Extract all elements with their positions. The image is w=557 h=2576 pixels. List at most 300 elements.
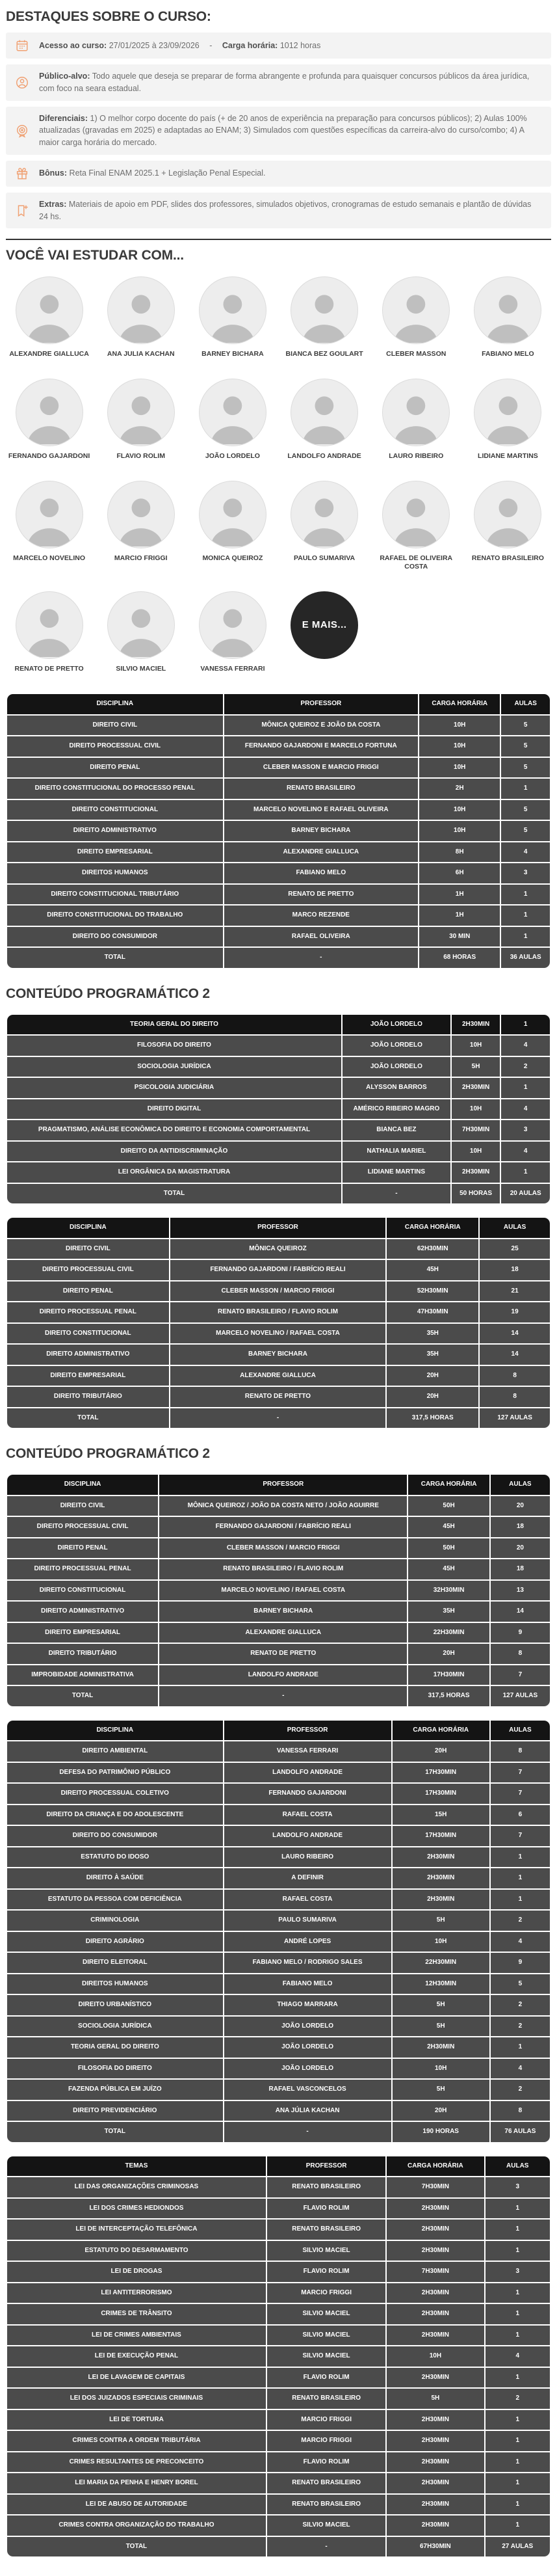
instructors-grid (6, 276, 551, 673)
table-cell: 1 (486, 2326, 551, 2346)
table-cell: RENATO BRASILEIRO / FLAVIO ROLIM (170, 1302, 386, 1322)
instructor-name: MARCIO FRIGGI (114, 554, 168, 562)
table-header-row (7, 1475, 550, 1495)
instructor-card (281, 379, 368, 461)
table-total-cell: TOTAL (7, 1408, 169, 1429)
table-row (7, 1324, 550, 1344)
table-cell: RENATO BRASILEIRO (267, 2389, 385, 2409)
table-row (7, 1974, 550, 1994)
table-cell: DIREITO URBANÍSTICO (7, 1995, 223, 2015)
instructor-card (189, 276, 276, 359)
table-row (7, 2326, 550, 2346)
instructors-title: VOCÊ VAI ESTUDAR COM... (6, 248, 184, 263)
table-cell: LEI MARIA DA PENHA E HENRY BOREL (7, 2473, 266, 2493)
table-total-cell: - (170, 1408, 386, 1429)
table-cell: 10H (393, 2059, 489, 2079)
table-cell: 10H (419, 800, 500, 820)
table-cell: FABIANO MELO (224, 863, 418, 883)
column-header: AULAS (491, 1475, 550, 1495)
table-cell: 5H (393, 2080, 489, 2100)
table-row (7, 1162, 550, 1183)
table-cell: 6H (419, 863, 500, 883)
table-cell: ALEXANDRE GIALLUCA (224, 842, 418, 863)
instructor-photo (474, 481, 541, 548)
instructor-photo (474, 379, 541, 446)
table-row (7, 1120, 550, 1140)
table-cell: 20H (387, 1366, 478, 1386)
instructor-name: JOÃO LORDELO (205, 451, 260, 460)
table-row (7, 1602, 550, 1622)
table-cell: CLEBER MASSON E MARCIO FRIGGI (224, 758, 418, 778)
table-row (7, 1099, 550, 1120)
table-cell: JOÃO LORDELO (343, 1015, 450, 1035)
column-header: PROFESSOR (224, 1721, 391, 1741)
table-cell: DIREITO ADMINISTRATIVO (7, 1345, 169, 1365)
table-cell: DIREITO CIVIL (7, 1239, 169, 1259)
table-row (7, 1911, 550, 1931)
table-total-cell: TOTAL (7, 1184, 341, 1204)
table-row (7, 2017, 550, 2037)
table-row (7, 1496, 550, 1516)
instructor-photo (16, 276, 83, 344)
table-cell: TEORIA GERAL DO DIREITO (7, 2037, 223, 2058)
instructor-name: CLEBER MASSON (386, 350, 447, 358)
table-cell: 1 (486, 2199, 551, 2219)
table-row (7, 842, 550, 863)
table-row (7, 1260, 550, 1280)
table-cell: RAFAEL OLIVEIRA (224, 927, 418, 947)
table-cell: ANA JÚLIA KACHAN (224, 2101, 391, 2121)
table-cell: DIREITO CONSTITUCIONAL DO PROCESSO PENAL (7, 779, 223, 799)
table-cell: 2H30MIN (452, 1162, 500, 1183)
table-cell: FERNANDO GAJARDONI / FABRÍCIO REALI (170, 1260, 386, 1280)
table-cell: PRAGMATISMO, ANÁLISE ECONÔMICA DO DIREITO E ECONOMIA COMPORTAMENTAL (7, 1120, 341, 1140)
table-cell: PAULO SUMARIVA (224, 1911, 391, 1931)
differentials-value: 1) O melhor corpo docente do país (+ de 20 anos de experiência na preparação para concursos públicos); 2) Aulas 100% atualizadas (gravadas em 2025) e adaptadas ao ENAM; 3) Simulados com questões específicas da carreira-alvo do curso/combo; 4) A maior carga horária do mercado. (39, 113, 527, 147)
table-cell: FLAVIO ROLIM (267, 2199, 385, 2219)
table-total-cell: 127 AULAS (480, 1408, 550, 1429)
table-cell: 10H (452, 1099, 500, 1120)
table-cell: DIREITO CIVIL (7, 716, 223, 736)
table-cell: 2H30MIN (387, 2241, 484, 2261)
table-cell: 2H30MIN (387, 2452, 484, 2473)
instructor-name: BARNEY BICHARA (201, 350, 264, 358)
table-cell: DIREITO DO CONSUMIDOR (7, 1826, 223, 1846)
table-row (7, 1784, 550, 1804)
table-row (7, 1239, 550, 1259)
syllabus-table (6, 1719, 551, 2143)
table-cell: 10H (452, 1142, 500, 1162)
table-row (7, 2037, 550, 2058)
table-cell: 9 (491, 1953, 550, 1973)
calendar-icon (15, 38, 29, 53)
table-total-cell: 317,5 HORAS (387, 1408, 478, 1429)
table-cell: 3 (501, 863, 550, 883)
column-header: CARGA HORÁRIA (387, 2156, 484, 2177)
table-cell: JOÃO LORDELO (343, 1057, 450, 1077)
table-total-cell: 67H30MIN (387, 2537, 484, 2557)
instructor-card (373, 379, 460, 461)
column-header: DISCIPLINA (7, 1475, 158, 1495)
table-cell: 1 (501, 906, 550, 926)
table-cell: DIREITO CONSTITUCIONAL (7, 1324, 169, 1344)
table-cell: AMÉRICO RIBEIRO MAGRO (343, 1099, 450, 1120)
table-cell: 22H30MIN (393, 1953, 489, 1973)
table-cell: SILVIO MACIEL (267, 2304, 385, 2324)
table-row (7, 1078, 550, 1098)
table-cell: 1 (486, 2410, 551, 2430)
table-cell: DIREITO EMPRESARIAL (7, 1623, 158, 1643)
instructor-photo (382, 481, 450, 548)
instructor-card (281, 481, 368, 572)
table-total-cell: 76 AULAS (491, 2122, 550, 2142)
table-cell: 10H (452, 1036, 500, 1056)
table-cell: A DEFINIR (224, 1868, 391, 1888)
table-cell: 10H (419, 758, 500, 778)
table-cell: 2H30MIN (387, 2368, 484, 2388)
table-cell: 1 (486, 2431, 551, 2451)
table-row (7, 779, 550, 799)
table-total-cell: 68 HORAS (419, 948, 500, 968)
syllabus-table-2 (6, 1013, 551, 1205)
table-total-cell: 20 AULAS (501, 1184, 550, 1204)
table-cell: CRIMES CONTRA A ORDEM TRIBUTÁRIA (7, 2431, 266, 2451)
table-row (7, 1741, 550, 1762)
table-cell: DIREITO EMPRESARIAL (7, 842, 223, 863)
table-cell: 8 (480, 1387, 550, 1407)
table-total-cell: - (224, 2122, 391, 2142)
table-total-cell: 27 AULAS (486, 2537, 551, 2557)
instructor-card (6, 591, 92, 674)
table-cell: 5H (393, 1911, 489, 1931)
table-cell: 18 (491, 1559, 550, 1579)
table-cell: SOCIOLOGIA JURÍDICA (7, 2017, 223, 2037)
table-cell: 5H (452, 1057, 500, 1077)
table-row (7, 1015, 550, 1035)
table-row (7, 2473, 550, 2493)
table-header-row (7, 2156, 550, 2177)
table-cell: DIREITO CIVIL (7, 1496, 158, 1516)
table-cell: FLAVIO ROLIM (267, 2262, 385, 2282)
table-cell: SILVIO MACIEL (267, 2326, 385, 2346)
table-cell: 7 (491, 1826, 550, 1846)
table-cell: FERNANDO GAJARDONI / FABRÍCIO REALI (159, 1517, 407, 1537)
table-cell: RENATO DE PRETTO (170, 1387, 386, 1407)
instructor-name: PAULO SUMARIVA (294, 554, 356, 562)
table-cell: RENATO BRASILEIRO (224, 779, 418, 799)
highlight-access-row (6, 33, 551, 59)
instructor-photo (199, 276, 266, 344)
table-row (7, 1763, 550, 1783)
table-cell: FILOSOFIA DO DIREITO (7, 2059, 223, 2079)
instructor-photo (199, 379, 266, 446)
table-cell: FABIANO MELO (224, 1974, 391, 1994)
table-cell: LEI DE INTERCEPTAÇÃO TELEFÔNICA (7, 2220, 266, 2240)
table-cell: 5 (501, 758, 550, 778)
more-instructors-badge: E MAIS... (291, 591, 358, 659)
table-cell: 5 (501, 800, 550, 820)
table-cell: 50H (408, 1538, 489, 1559)
table-cell: MÔNICA QUEIROZ E JOÃO DA COSTA (224, 716, 418, 736)
table-row (7, 2177, 550, 2197)
instructor-card (189, 481, 276, 572)
table-cell: 7 (491, 1784, 550, 1804)
table-total-row (7, 2537, 550, 2557)
table-cell: 3 (486, 2262, 551, 2282)
table-cell: 2H30MIN (387, 2495, 484, 2515)
table-cell: 20H (393, 1741, 489, 1762)
table-row (7, 863, 550, 883)
table-cell: 17H30MIN (408, 1665, 489, 1685)
table-cell: 7H30MIN (387, 2262, 484, 2282)
table-cell: ESTATUTO DO DESARMAMENTO (7, 2241, 266, 2261)
table-cell: 35H (408, 1602, 489, 1622)
table-cell: 19 (480, 1302, 550, 1322)
extras-value: Materiais de apoio em PDF, slides dos professores, simulados objetivos, cronogramas de estudo semanais e plantão de dúvidas 24 hs. (39, 199, 532, 221)
table-cell: ALEXANDRE GIALLUCA (159, 1623, 407, 1643)
table-cell: 21 (480, 1281, 550, 1302)
table-cell: RENATO BRASILEIRO (267, 2177, 385, 2197)
table-cell: ANDRÉ LOPES (224, 1932, 391, 1952)
table-cell: 2H30MIN (387, 2220, 484, 2240)
table-row (7, 2220, 550, 2240)
table-cell: 32H30MIN (408, 1581, 489, 1601)
table-row (7, 1281, 550, 1302)
table-cell: 1 (491, 1890, 550, 1910)
table-cell: DEFESA DO PATRIMÔNIO PÚBLICO (7, 1763, 223, 1783)
table-cell: CRIMES DE TRÂNSITO (7, 2304, 266, 2324)
table-row (7, 2199, 550, 2219)
table-total-cell: TOTAL (7, 2537, 266, 2557)
table-row (7, 1953, 550, 1973)
table-cell: 8 (480, 1366, 550, 1386)
table-cell: DIREITO CONSTITUCIONAL TRIBUTÁRIO (7, 885, 223, 905)
instructor-photo (16, 379, 83, 446)
table-cell: 1 (486, 2473, 551, 2493)
instructor-photo (16, 591, 83, 659)
table-cell: 1 (501, 927, 550, 947)
table-row (7, 2262, 550, 2282)
access-label: Acesso ao curso: (39, 40, 107, 50)
table-cell: 25 (480, 1239, 550, 1259)
table-cell: RENATO BRASILEIRO (267, 2220, 385, 2240)
instructor-photo (382, 379, 450, 446)
table-row (7, 1847, 550, 1868)
table-cell: 5 (501, 821, 550, 841)
table-cell: 17H30MIN (393, 1826, 489, 1846)
instructor-name: FERNANDO GAJARDONI (8, 451, 90, 460)
access-separator: - (209, 40, 213, 50)
table-cell: ALYSSON BARROS (343, 1078, 450, 1098)
table-row (7, 1559, 550, 1579)
column-header: AULAS (486, 2156, 551, 2177)
table-row (7, 2283, 550, 2303)
table-cell: MARCELO NOVELINO E RAFAEL OLIVEIRA (224, 800, 418, 820)
syllabus-table-5 (6, 1719, 551, 2143)
table-cell: JOÃO LORDELO (224, 2059, 391, 2079)
table-cell: LEI DE TORTURA (7, 2410, 266, 2430)
table-cell: 52H30MIN (387, 1281, 478, 1302)
table-cell: RENATO BRASILEIRO (267, 2495, 385, 2515)
table-cell: 10H (387, 2346, 484, 2367)
instructor-card (281, 276, 368, 359)
table-row (7, 1932, 550, 1952)
column-header: PROFESSOR (159, 1475, 407, 1495)
table-row (7, 1805, 550, 1825)
table-total-cell: TOTAL (7, 2122, 223, 2142)
table-cell: 1 (486, 2220, 551, 2240)
instructor-card (465, 379, 551, 461)
table-cell: 2H30MIN (387, 2473, 484, 2493)
table-row (7, 2346, 550, 2367)
table-cell: 20 (491, 1496, 550, 1516)
bonus-label: Bônus: (39, 168, 68, 178)
table-row (7, 1995, 550, 2015)
table-cell: SILVIO MACIEL (267, 2346, 385, 2367)
column-header: PROFESSOR (267, 2156, 385, 2177)
table-cell: 1 (501, 779, 550, 799)
table-total-cell: - (224, 948, 418, 968)
table-row (7, 2368, 550, 2388)
instructor-card (97, 591, 184, 674)
table-cell: 4 (491, 1932, 550, 1952)
table-cell: 35H (387, 1345, 478, 1365)
instructor-photo (474, 276, 541, 344)
table-cell: 1 (486, 2452, 551, 2473)
table-cell: DIREITO TRIBUTÁRIO (7, 1387, 169, 1407)
table-cell: DIREITO DIGITAL (7, 1099, 341, 1120)
table-row (7, 1036, 550, 1056)
table-cell: 45H (387, 1260, 478, 1280)
table-cell: 17H30MIN (393, 1784, 489, 1804)
instructor-card (189, 379, 276, 461)
target-icon (15, 124, 29, 138)
table-cell: 8 (491, 1644, 550, 1664)
table-cell: DIREITO ADMINISTRATIVO (7, 1602, 158, 1622)
table-cell: 2H30MIN (387, 2516, 484, 2536)
table-cell: SILVIO MACIEL (267, 2241, 385, 2261)
table-row (7, 2389, 550, 2409)
instructor-name: MONICA QUEIROZ (202, 554, 263, 562)
instructor-name: RAFAEL DE OLIVEIRA COSTA (380, 554, 453, 571)
table-total-row (7, 948, 550, 968)
column-header: TEMAS (7, 2156, 266, 2177)
column-header: DISCIPLINA (7, 694, 223, 714)
syllabus-table (6, 2155, 551, 2558)
section-divider (6, 239, 551, 240)
table-total-cell: TOTAL (7, 1686, 158, 1706)
highlight-extras-row (6, 193, 551, 229)
table-cell: DIREITO ELEITORAL (7, 1953, 223, 1973)
table-cell: DIREITO PENAL (7, 758, 223, 778)
instructor-photo (16, 481, 83, 548)
table-cell: 1H (419, 885, 500, 905)
table-row (7, 1623, 550, 1643)
extras-label: Extras: (39, 199, 67, 209)
table-row (7, 2080, 550, 2100)
table-cell: 2H30MIN (387, 2199, 484, 2219)
table-cell: FERNANDO GAJARDONI (224, 1784, 391, 1804)
table-cell: 1 (486, 2304, 551, 2324)
table-total-row (7, 1184, 550, 1204)
instructor-card (6, 379, 92, 461)
column-header: AULAS (501, 694, 550, 714)
table-cell: LEI DOS JUIZADOS ESPECIAIS CRIMINAIS (7, 2389, 266, 2409)
table-cell: 5H (393, 2017, 489, 2037)
table-cell: LEI DAS ORGANIZAÇÕES CRIMINOSAS (7, 2177, 266, 2197)
table-cell: LEI DE LAVAGEM DE CAPITAIS (7, 2368, 266, 2388)
table-cell: JOÃO LORDELO (224, 2017, 391, 2037)
instructor-photo (107, 379, 175, 446)
table-row (7, 2516, 550, 2536)
table-cell: CLEBER MASSON / MARCIO FRIGGI (159, 1538, 407, 1559)
table-cell: 2H30MIN (393, 1847, 489, 1868)
table-row (7, 885, 550, 905)
table-cell: IMPROBIDADE ADMINISTRATIVA (7, 1665, 158, 1685)
table-cell: 1 (486, 2516, 551, 2536)
table-cell: LANDOLFO ANDRADE (159, 1665, 407, 1685)
column-header: DISCIPLINA (7, 1721, 223, 1741)
user-icon (15, 75, 29, 90)
table-cell: 2H30MIN (393, 1890, 489, 1910)
table-cell: ESTATUTO DO IDOSO (7, 1847, 223, 1868)
instructor-card (6, 276, 92, 359)
column-header: DISCIPLINA (7, 1218, 169, 1238)
table-cell: 2 (491, 2080, 550, 2100)
table-cell: DIREITOS HUMANOS (7, 863, 223, 883)
table-cell: DIREITO CONSTITUCIONAL (7, 1581, 158, 1601)
instructor-card (373, 276, 460, 359)
table-total-cell: - (343, 1184, 450, 1204)
table-cell: 18 (491, 1517, 550, 1537)
table-cell: 4 (501, 842, 550, 863)
table-cell: RAFAEL COSTA (224, 1805, 391, 1825)
table-row (7, 2304, 550, 2324)
table-cell: 3 (501, 1120, 550, 1140)
table-cell: DIREITO PROCESSUAL CIVIL (7, 1517, 158, 1537)
table-total-row (7, 1408, 550, 1429)
table-row (7, 1665, 550, 1685)
table-cell: CRIMINOLOGIA (7, 1911, 223, 1931)
table-cell: 15H (393, 1805, 489, 1825)
table-cell: FERNANDO GAJARDONI E MARCELO FORTUNA (224, 736, 418, 757)
column-header: CARGA HORÁRIA (419, 694, 500, 714)
table-cell: DIREITO CONSTITUCIONAL DO TRABALHO (7, 906, 223, 926)
differentials-label: Diferenciais: (39, 113, 88, 123)
table-cell: 4 (486, 2346, 551, 2367)
table-cell: PSICOLOGIA JUDICIÁRIA (7, 1078, 341, 1098)
table-cell: 6 (491, 1805, 550, 1825)
table-cell: 10H (419, 716, 500, 736)
table-cell: 62H30MIN (387, 1239, 478, 1259)
instructor-name: LANDOLFO ANDRADE (287, 451, 361, 460)
syllabus-table-6 (6, 2155, 551, 2558)
highlight-bonus-text (39, 167, 265, 180)
table-cell: 20H (387, 1387, 478, 1407)
table-cell: 5H (387, 2389, 484, 2409)
table-row (7, 2241, 550, 2261)
table-cell: MARCIO FRIGGI (267, 2283, 385, 2303)
table-row (7, 1517, 550, 1537)
table-cell: RAFAEL COSTA (224, 1890, 391, 1910)
table-cell: 2H30MIN (387, 2410, 484, 2430)
table-cell: DIREITO ADMINISTRATIVO (7, 821, 223, 841)
table-cell: LIDIANE MARTINS (343, 1162, 450, 1183)
table-row (7, 800, 550, 820)
table-cell: 1 (501, 1078, 550, 1098)
highlights-title: DESTAQUES SOBRE O CURSO: (6, 9, 211, 24)
table-cell: 1 (486, 2495, 551, 2515)
